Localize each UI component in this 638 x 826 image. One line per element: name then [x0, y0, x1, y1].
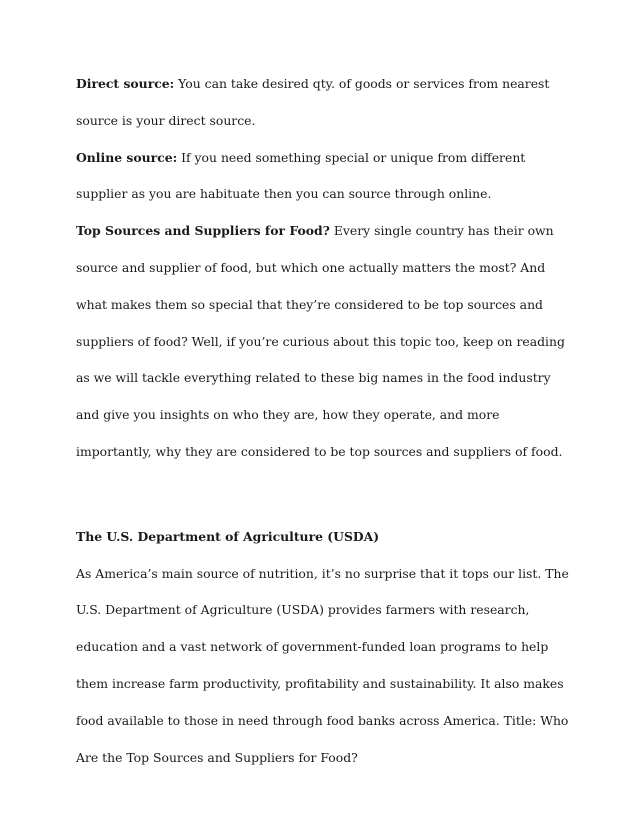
section-spacer	[76, 471, 576, 519]
usda-heading: The U.S. Department of Agriculture (USDA)	[76, 528, 380, 544]
top-sources-text: Every single country has their own source and supplier of food, but which one actually matters the most? And what makes them so special that they’re considered to be top sources and suppliers of food? Well, if you’re curious about this topic too, keep on reading as we will tackle everything related to these big names in the food industry and give you insights on who they are, how they operate, and more importantly, why they are considered to be top sources and suppliers of food.	[76, 223, 565, 459]
online-source-text: If you need something special or unique from different supplier as you are habituate then you can source through online.	[76, 149, 526, 202]
online-source-label: Online source:	[76, 149, 178, 165]
paragraph-online-source	[76, 140, 576, 214]
usda-paragraph: As America’s main source of nutrition, it’s no surprise that it tops our list. The U.S. Department of Agriculture (USDA) provides farmers with research, education and a vast network of government-funded loan programs to help them increase farm productivity, profitability and sustainability. It also makes food available to those in need through food banks across America. Title: Who Are the Top Sources and Suppliers for Food?	[76, 565, 569, 765]
document-page	[76, 66, 576, 776]
paragraph-direct-source	[76, 66, 576, 140]
direct-source-label: Direct source:	[76, 76, 175, 91]
direct-source-text: You can take desired qty. of goods or services from nearest source is your direct source.	[76, 76, 550, 128]
top-sources-label: Top Sources and Suppliers for Food?	[76, 223, 330, 239]
paragraph-top-sources	[76, 213, 576, 471]
